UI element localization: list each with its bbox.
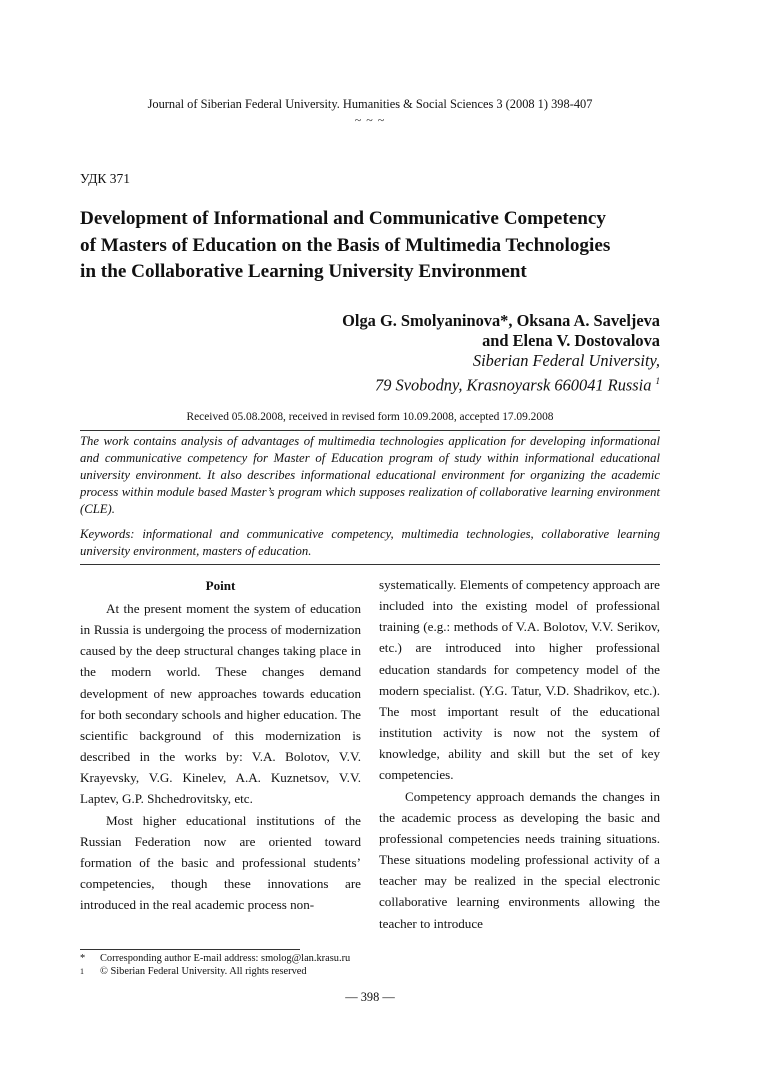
affiliation-address: 79 Svobodny, Krasnoyarsk 660041 Russia (375, 375, 652, 395)
right-column (379, 574, 660, 934)
affiliation-footnote-mark: 1 (655, 376, 660, 386)
header-ornament: ~ ~ ~ (354, 113, 386, 127)
article-title (80, 206, 680, 286)
affiliation-line-2 (375, 371, 660, 395)
footnote-mark: 1 (80, 967, 84, 976)
keywords: Keywords: informational and communicative competency, multimedia technologies, collaborative learning university environment, masters of education. (80, 527, 660, 558)
left-paragraph-2: Most higher educational institutions of the Russian Federation now are oriented toward formation of the basic and professional students’ competencies, though these innovations are introduced in the real academic process non- (80, 812, 361, 913)
footnote-copyright (80, 965, 307, 978)
footnote-mark: * (80, 953, 86, 964)
authors-line-2: and Elena V. Dostovalova (482, 331, 660, 350)
right-paragraph-1: systematically. Elements of competency approach are included into the existing model of professional training (e.g.: methods of V.A. Bolotov, V.V. Serikov, etc.) are introduced into higher professional education standards for competency model of the modern specialist. (Y.G. Tatur, V.D. Shadrikov, etc.). The most important result of the educational institution activity is now not the system of knowledge, ability and skill but the set of key competencies. (379, 577, 660, 783)
affiliation-line-1: Siberian Federal University, (472, 351, 660, 370)
received-dates: Received 05.08.2008, received in revised form 10.09.2008, accepted 17.09.2008 (186, 411, 554, 423)
left-paragraph-1: At the present moment the system of education in Russia is undergoing the process of modernization caused by the deep structural changes taking place in the modern world. These changes demand development of new approaches towards education for both secondary schools and higher education. The scientific background of this modernization is described in the works by: V.A. Bolotov, V.V. Krayevsky, V.G. Kinelev, A.A. Kuznetsov, V.V. Laptev, G.P. Shchedrovitsky, etc. (80, 601, 361, 807)
abstract-top-rule (80, 430, 660, 431)
right-paragraph-2: Competency approach demands the changes in the academic process as developing the basic and professional competencies needs training situations. These situations modeling professional activity of a teacher may be realized in the special electronic collaborative learning environments allowing the teacher to introduce (379, 788, 660, 931)
title-line-1: Development of Informational and Communicative Competency (80, 208, 607, 229)
abstract-bottom-rule (80, 564, 660, 565)
footnote-corresponding-author (80, 952, 350, 965)
footnote-text: Corresponding author E-mail address: smolog@lan.krasu.ru (100, 953, 351, 964)
title-line-3: in the Collaborative Learning University Environment (80, 261, 527, 282)
footnote-text: © Siberian Federal University. All rights reserved (100, 966, 307, 977)
left-column (80, 574, 361, 915)
page-number: — 398 — (345, 990, 395, 1004)
udk-code: УДК 371 (80, 171, 131, 186)
authors (342, 311, 660, 351)
section-heading: Point (205, 578, 236, 593)
title-line-2: of Masters of Education on the Basis of Multimedia Technologies (80, 234, 611, 256)
authors-line-1: Olga G. Smolyaninova*, Oksana A. Saveljeva (342, 311, 660, 330)
abstract: The work contains analysis of advantages of multimedia technologies application for developing informational and communicative competency for Master of Education program of study within informational educational university environment. It also describes informational educational environment for organizing the academic process within module based Master’s program which supposes realization of collaborative learning environment (CLE). (80, 434, 660, 516)
footnote-rule (80, 949, 300, 950)
affiliation (375, 351, 660, 395)
journal-header: Journal of Siberian Federal University. Humanities & Social Sciences 3 (2008 1) 398-407 (147, 97, 593, 111)
